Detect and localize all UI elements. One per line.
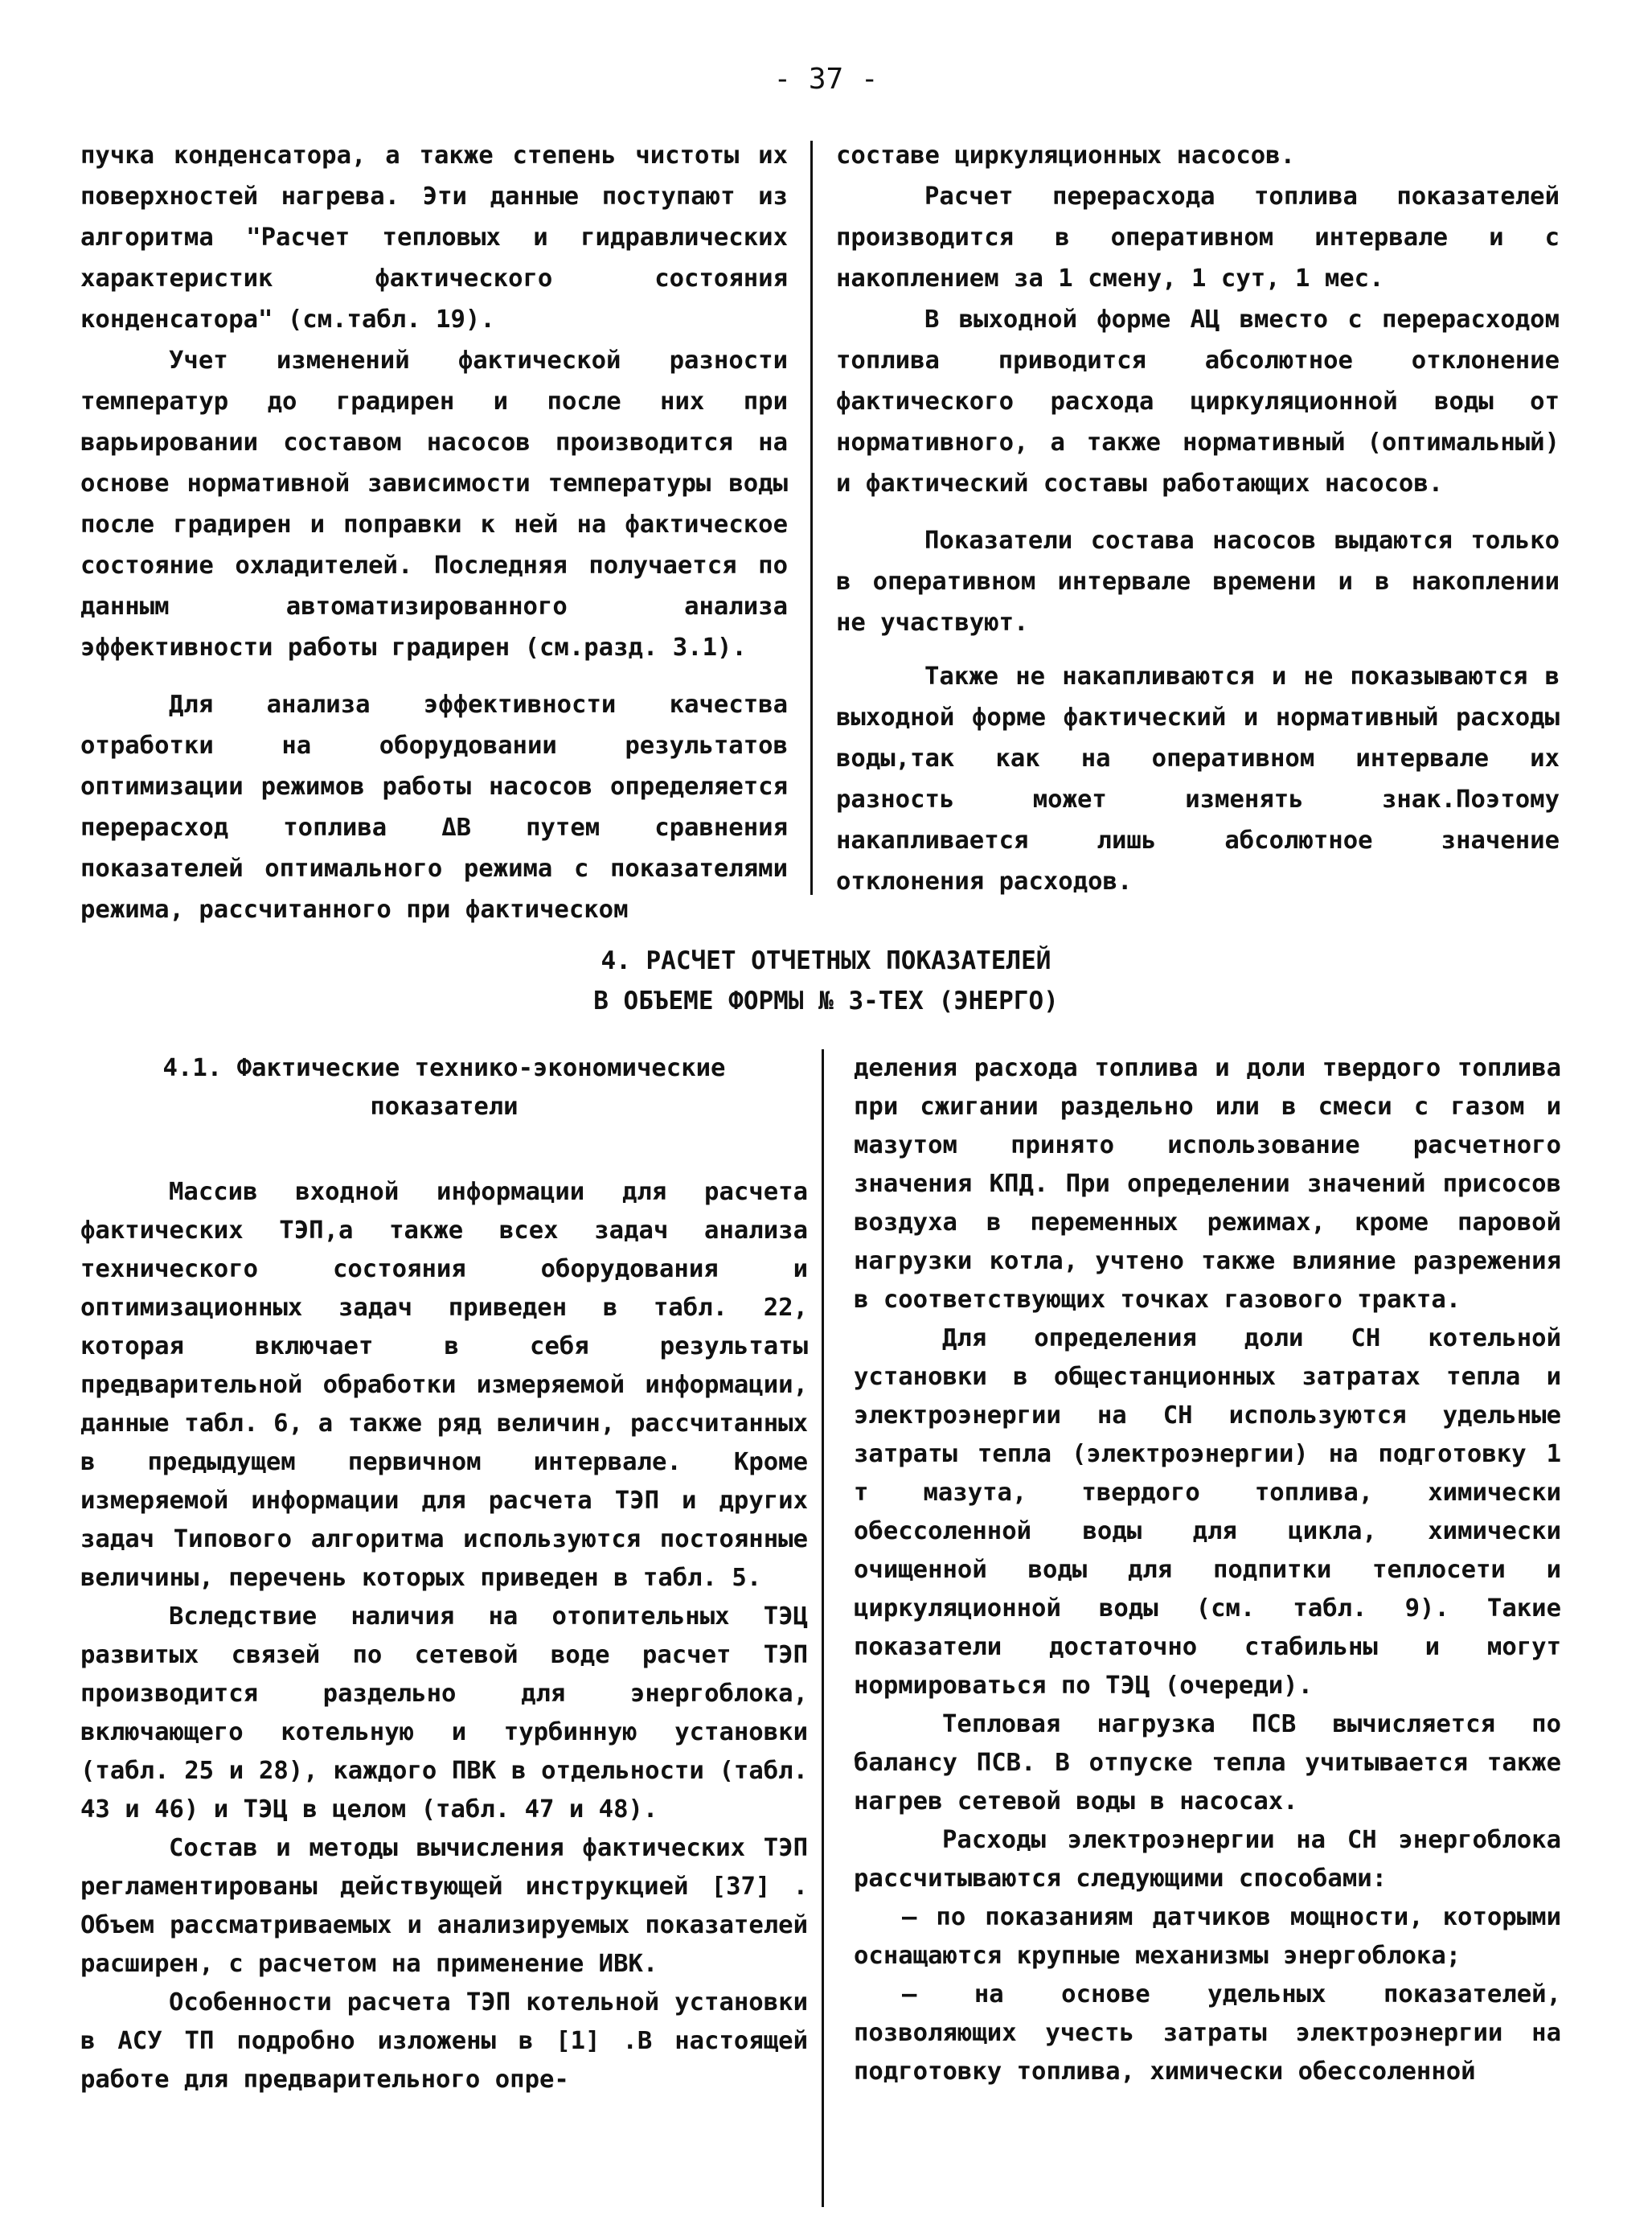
subsection-heading — [80, 1049, 808, 1126]
paragraph: Вследствие наличия на отопительных ТЭЦ развитых связей по сетевой воде расчет ТЭП производится раздельно для энергоблока, включающего котельную и турбинную установки (табл. 25 и 28), каждого ПВК в отдельности (табл. 43 и 46) и ТЭЦ в целом (табл. 47 и 48). — [80, 1602, 808, 1824]
bottom-left-column — [80, 1049, 808, 2099]
subsection-heading-line: 4.1. Фактические технико-экономические — [162, 1054, 726, 1082]
section-heading-line: В ОБЪЕМЕ ФОРМЫ № 3-ТЕХ (ЭНЕРГО) — [593, 987, 1059, 1015]
paragraph: Учет изменений фактической разности температур до градирен и после них при варьировании составом насосов производится на основе нормативной зависимости температуры воды после градирен и поправки к ней на фактическое состояние охладителей. Последняя получается по данным автоматизированного анализа эффективности работы градирен (см.разд. 3.1). — [80, 347, 788, 662]
column-divider-bottom — [822, 1049, 824, 2207]
list-item: – на основе удельных показателей, позволяющих учесть затраты электроэнергии на подготовку топлива, химически обессоленной — [854, 1980, 1561, 2086]
paragraph: Тепловая нагрузка ПСВ вычисляется по балансу ПСВ. В отпуске тепла учитывается также нагрев сетевой воды в насосах. — [854, 1710, 1561, 1816]
top-right-column — [836, 135, 1560, 902]
paragraph: Показатели состава насосов выдаются только в оперативном интервале времени и в накоплении не участвуют. — [836, 527, 1560, 637]
paragraph: Также не накапливаются и не показываются в выходной форме фактический и нормативный расходы воды,так как на оперативном интервале их разность может изменять знак.Поэтому накапливается лишь абсолютное значение отклонения расходов. — [836, 663, 1560, 896]
section-heading — [0, 941, 1652, 1021]
paragraph: деления расхода топлива и доли твердого топлива при сжигании раздельно или в смеси с газом и мазутом принято использование расчетного значения КПД. При определении значений присосов воздуха в переменных режимах, кроме паровой нагрузки котла, учтено также влияние разрежения в соответствующих точках газового тракта. — [854, 1054, 1561, 1314]
paragraph: Расходы электроэнергии на СН энергоблока рассчитываются следующими способами: — [854, 1826, 1561, 1893]
section-heading-line: 4. РАСЧЕТ ОТЧЕТНЫХ ПОКАЗАТЕЛЕЙ — [601, 946, 1051, 975]
subsection-heading-line: показатели — [370, 1093, 519, 1121]
paragraph: Массив входной информации для расчета фактических ТЭП,а также всех задач анализа технического состояния оборудования и оптимизационных задач приведен в табл. 22, которая включает в себя результаты предварительной обработки измеряемой информации, данные табл. 6, а также ряд величин, рассчитанных в предыдущем первичном интервале. Кроме измеряемой информации для расчета ТЭП и других задач Типового алгоритма используются постоянные величины, перечень которых приведен в табл. 5. — [80, 1178, 808, 1592]
list-item: – по показаниям датчиков мощности, которыми оснащаются крупные механизмы энергоблока; — [854, 1903, 1561, 1970]
page-number: - 37 - — [773, 63, 879, 96]
paragraph: Для анализа эффективности качества отработки на оборудовании результатов оптимизации режимов работы насосов определяется перерасход топлива ΔB путем сравнения показателей оптимального режима с показателями режима, рассчитанного при фактическом — [80, 691, 788, 924]
column-divider-top — [810, 141, 813, 895]
paragraph: составе циркуляционных насосов. — [836, 142, 1295, 170]
paragraph: Особенности расчета ТЭП котельной установки в АСУ ТП подробно изложены в [1] .В настоящей работе для предварительного опре- — [80, 1988, 808, 2094]
bottom-right-column — [854, 1049, 1561, 2091]
top-left-column — [80, 135, 788, 930]
paragraph: Для определения доли СН котельной установки в общестанционных затратах тепла и электроэнергии на СН используются удельные затраты тепла (электроэнергии) на подготовку 1 т мазута, твердого топлива, химически обессоленной воды для цикла, химически очищенной воды для подпитки теплосети и циркуляционной воды (см. табл. 9). Такие показатели достаточно стабильны и могут нормироваться по ТЭЦ (очереди). — [854, 1324, 1561, 1700]
paragraph: Расчет перерасхода топлива показателей производится в оперативном интервале и с накоплением за 1 смену, 1 сут, 1 мес. — [836, 183, 1560, 293]
paragraph: Состав и методы вычисления фактических ТЭП регламентированы действующей инструкцией [37] . Объем рассматриваемых и анализируемых показателей расширен, с расчетом на применение ИВК. — [80, 1834, 808, 1978]
paragraph: пучка конденсатора, а также степень чистоты их поверхностей нагрева. Эти данные поступают из алгоритма "Расчет тепловых и гидравлических характеристик фактического состояния конденсатора" (см.табл. 19). — [80, 142, 788, 334]
paragraph: В выходной форме АЦ вместо с перерасходом топлива приводится абсолютное отклонение фактического расхода циркуляционной воды от нормативного, а также нормативный (оптимальный) и фактический составы работающих насосов. — [836, 306, 1560, 498]
